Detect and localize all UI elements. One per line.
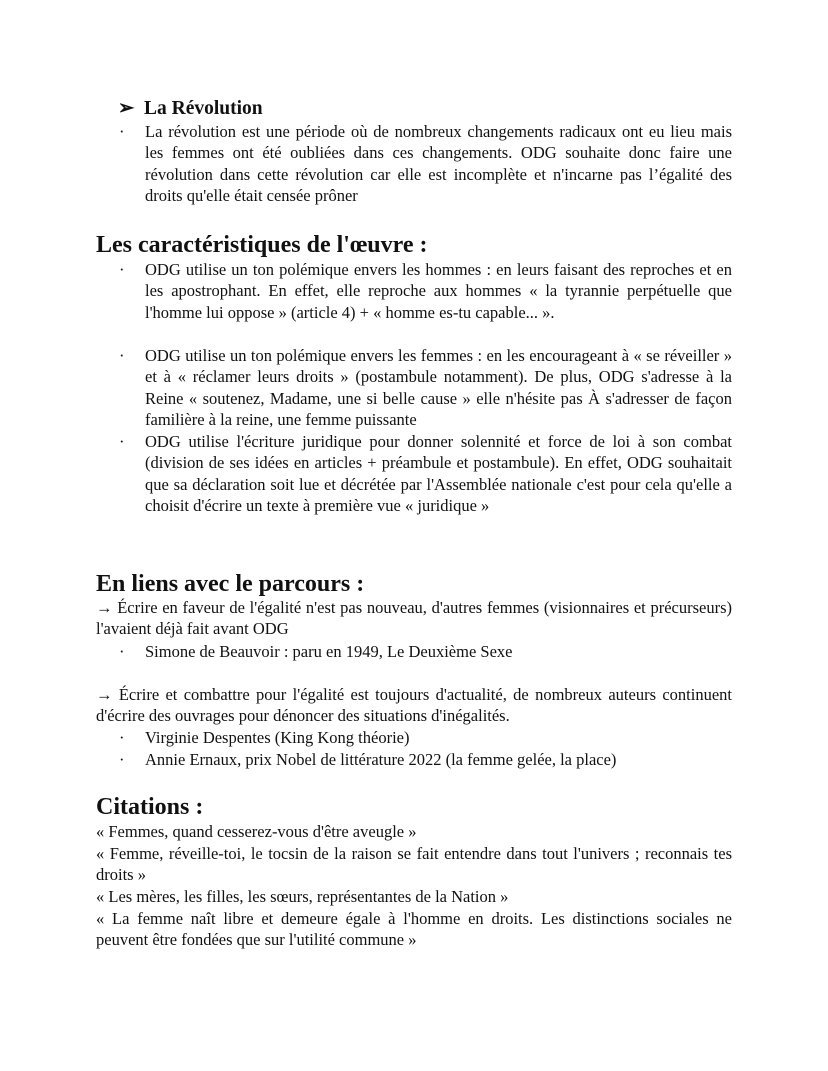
parcours-item-ernaux: · Annie Ernaux, prix Nobel de littérature 2022 (la femme gelée, la place) [145,749,732,770]
parcours-paragraph-1: → Écrire en faveur de l'égalité n'est pas nouveau, d'autres femmes (visionnaires et précurseurs) l'avaient déjà fait avant ODG [96,598,732,639]
parcours-item-beauvoir: · Simone de Beauvoir : paru en 1949, Le Deuxième Sexe [145,641,732,662]
citation-2: « Femme, réveille-toi, le tocsin de la raison se fait entendre dans tout l'univers ; reconnais tes droits » [96,844,732,885]
revolution-heading-text: La Révolution [144,98,263,119]
caracteristique-item-1: · ODG utilise un ton polémique envers les hommes : en leurs faisant des reproches et en les apostrophant. En effet, elle reproche aux hommes « la tyrannie perpétuelle que l'homme lui oppose » (article 4) + « homme es-tu capable... ». [145,259,732,323]
caracteristique-item-2: · ODG utilise un ton polémique envers les femmes : en les encourageant à « se réveiller » et à « réclamer leurs droits » (postambule notamment). De plus, ODG s'adresse à la Reine « soutenez, Madame, une si belle cause » elle n'hésite pas À s'adresser de façon familière à la reine, une femme puissante [145,345,732,430]
parcours-heading: En liens avec le parcours : [96,571,365,597]
parcours-item-despentes: · Virginie Despentes (King Kong théorie) [145,727,732,748]
citation-3: « Les mères, les filles, les sœurs, représentantes de la Nation » [96,887,509,906]
arrowhead-bullet-icon: ➢ [118,98,135,119]
caracteristique-item-3: · ODG utilise l'écriture juridique pour donner solennité et force de loi à son combat (division de ses idées en articles + préambule et postambule). En effet, ODG souhaitait que sa déclaration soit lue et décrétée par l'Assemblée nationale c'est pour cela qu'elle a choisit d'écrire un texte à première vue « juridique » [145,431,732,516]
parcours-paragraph-2: → Écrire et combattre pour l'égalité est toujours d'actualité, de nombreux auteurs continuent d'écrire des ouvrages pour dénoncer des situations d'inégalités. [96,685,732,726]
caracteristiques-heading: Les caractéristiques de l'œuvre : [96,232,428,258]
citation-1: « Femmes, quand cesserez-vous d'être aveugle » [96,822,417,841]
revolution-heading [118,97,263,121]
revolution-bullet: · La révolution est une période où de nombreux changements radicaux ont eu lieu mais les femmes ont été oubliées dans ces changements. ODG souhaite donc faire une révolution dans cette révolution car elle est incomplète et n'incarne pas l’égalité des droits qu'elle était censée prôner [145,121,732,206]
citation-4: « La femme naît libre et demeure égale à l'homme en droits. Les distinctions sociales ne peuvent être fondées que sur l'utilité commune » [96,909,732,950]
citations-heading: Citations : [96,794,204,820]
